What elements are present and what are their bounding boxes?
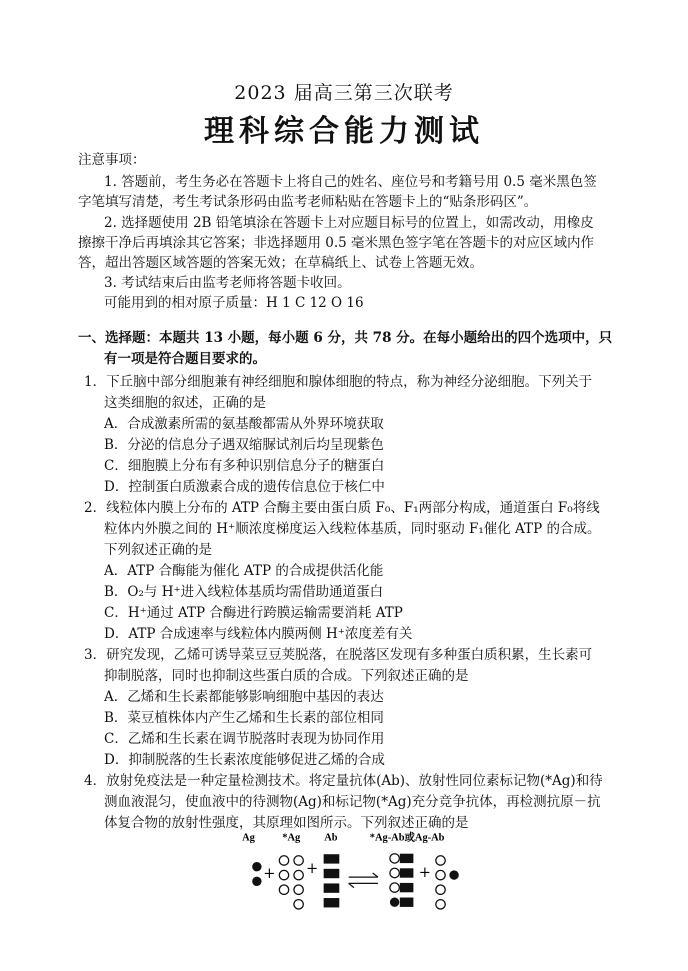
radioimmunoassay-diagram xyxy=(236,830,476,916)
question-stem: 这类细胞的叙述，正确的是 xyxy=(104,395,266,411)
question-option: B．分泌的信息分子遇双缩脲试剂后均呈现紫色 xyxy=(104,437,384,453)
section-heading: 一、选择题：本题共 13 小题，每小题 6 分，共 78 分。在每小题给出的四个选项中，只 xyxy=(78,330,613,346)
atomic-mass-line: 可能用到的相对原子质量：H 1 C 12 O 16 xyxy=(104,295,364,311)
question-option: B．O₂与 H⁺进入线粒体基质均需借助通道蛋白 xyxy=(104,584,384,600)
exam-title: 理科综合能力测试 xyxy=(204,114,484,149)
question-stem: 体复合物的放射性强度，其原理如图所示。下列叙述正确的是 xyxy=(104,815,469,831)
question-stem: 1．下丘脑中部分细胞兼有神经细胞和腺体细胞的特点，称为神经分泌细胞。下列关于 xyxy=(84,374,593,390)
question-option: D．控制蛋白质激素合成的遗传信息位于核仁中 xyxy=(104,479,385,495)
complex-labeled xyxy=(390,883,413,892)
ab-antibody xyxy=(324,883,340,892)
ag-molecule xyxy=(252,877,261,886)
label-ab: Ab xyxy=(324,832,338,844)
plus-sign: + xyxy=(263,865,276,883)
ag-molecule xyxy=(252,862,261,871)
labeled-ag-molecule xyxy=(294,900,303,909)
question-stem: 粒体内外膜之间的 H⁺顺浓度梯度运入线粒体基质，同时驱动 F₁催化 ATP 的合成。 xyxy=(104,521,601,537)
complex-unlabeled xyxy=(390,898,413,907)
notice-heading: 注意事项： xyxy=(78,152,146,168)
section-heading: 有一项是符合题目要求的。 xyxy=(104,351,266,367)
question-option: D．ATP 合成速率与线粒体内膜两侧 H⁺浓度差有关 xyxy=(104,626,413,642)
label-labeled-ag: *Ag xyxy=(282,832,301,844)
reverse-arrow-head xyxy=(349,883,354,887)
free-labeled-ag xyxy=(436,856,445,865)
question-stem: 抑制脱落，同时也抑制这些蛋白质的合成。下列叙述正确的是 xyxy=(104,668,469,684)
free-labeled-ag xyxy=(436,885,445,894)
ab-antibody xyxy=(324,854,340,863)
notice-line: 3. 考试结束后由监考老师将答题卡收回。 xyxy=(104,275,351,291)
question-option: C．H⁺通过 ATP 合酶进行跨膜运输需要消耗 ATP xyxy=(104,605,403,621)
question-stem: 2．线粒体内膜上分布的 ATP 合酶主要由蛋白质 F₀、F₁两部分构成，通道蛋白 F₀将线 xyxy=(84,500,600,516)
question-stem: 下列叙述正确的是 xyxy=(104,542,212,558)
notice-line: 擦擦干净后再填涂其它答案；非选择题用 0.5 毫米黑色签字笔在答题卡的对应区域内作 xyxy=(78,235,595,251)
question-option: C．细胞膜上分布有多种识别信息分子的糖蛋白 xyxy=(104,458,385,474)
question-option: B．菜豆植株体内产生乙烯和生长素的部位相同 xyxy=(104,710,384,726)
ab-antibody xyxy=(324,898,340,907)
labeled-ag-molecule xyxy=(294,856,303,865)
question-stem: 4．放射免疫法是一种定量检测技术。将定量抗体(Ab)、放射性同位素标记物(*Ag)和待 xyxy=(84,773,603,789)
question-option: A．ATP 合酶能为催化 ATP 的合成提供活化能 xyxy=(104,563,384,579)
question-stem: 测血液混匀，使血液中的待测物(Ag)和标记物(*Ag)充分竞争抗体，再检测抗原－抗 xyxy=(104,794,601,810)
free-labeled-ag xyxy=(436,870,445,879)
labeled-ag-molecule xyxy=(279,870,288,879)
notice-line: 1. 答题前，考生务必在答题卡上将自己的姓名、座位号和考籍号用 0.5 毫米黑色签 xyxy=(104,174,597,190)
labeled-ag-molecule xyxy=(294,870,303,879)
labeled-ag-molecule xyxy=(294,885,303,894)
label-ag: Ag xyxy=(242,832,255,844)
plus-sign: + xyxy=(306,860,319,877)
notice-line: 字笔填写清楚，考生考试条形码由监考老师粘贴在答题卡上的“贴条形码区”。 xyxy=(78,194,538,210)
plus-sign: + xyxy=(418,864,431,882)
exam-subtitle: 2023 届高三第三次联考 xyxy=(234,82,454,104)
complex-labeled xyxy=(390,868,413,877)
complex-labeled xyxy=(390,854,413,863)
free-labeled-ag xyxy=(436,900,445,909)
ab-antibody xyxy=(324,869,340,878)
question-option: A．合成激素所需的氨基酸都需从外界环境获取 xyxy=(104,416,384,432)
labeled-ag-molecule xyxy=(279,856,288,865)
question-option: D．抑制脱落的生长素浓度能够促进乙烯的合成 xyxy=(104,752,385,768)
forward-arrow-head xyxy=(373,873,378,877)
question-stem: 3．研究发现，乙烯可诱导菜豆豆荚脱落，在脱落区发现有多种蛋白质积累，生长素可 xyxy=(84,647,593,663)
label-complex: *Ag-Ab或Ag-Ab xyxy=(369,832,445,844)
free-ag xyxy=(449,870,458,879)
notice-line: 答，超出答题区域答题的答案无效；在草稿纸上、试卷上答题无效。 xyxy=(78,255,483,271)
question-option: C．乙烯和生长素在调节脱落时表现为协同作用 xyxy=(104,731,385,747)
notice-line: 2. 选择题使用 2B 铅笔填涂在答题卡上对应题目标号的位置上，如需改动，用橡皮 xyxy=(104,215,594,231)
labeled-ag-molecule xyxy=(279,885,288,894)
question-option: A．乙烯和生长素都能够影响细胞中基因的表达 xyxy=(104,689,384,705)
